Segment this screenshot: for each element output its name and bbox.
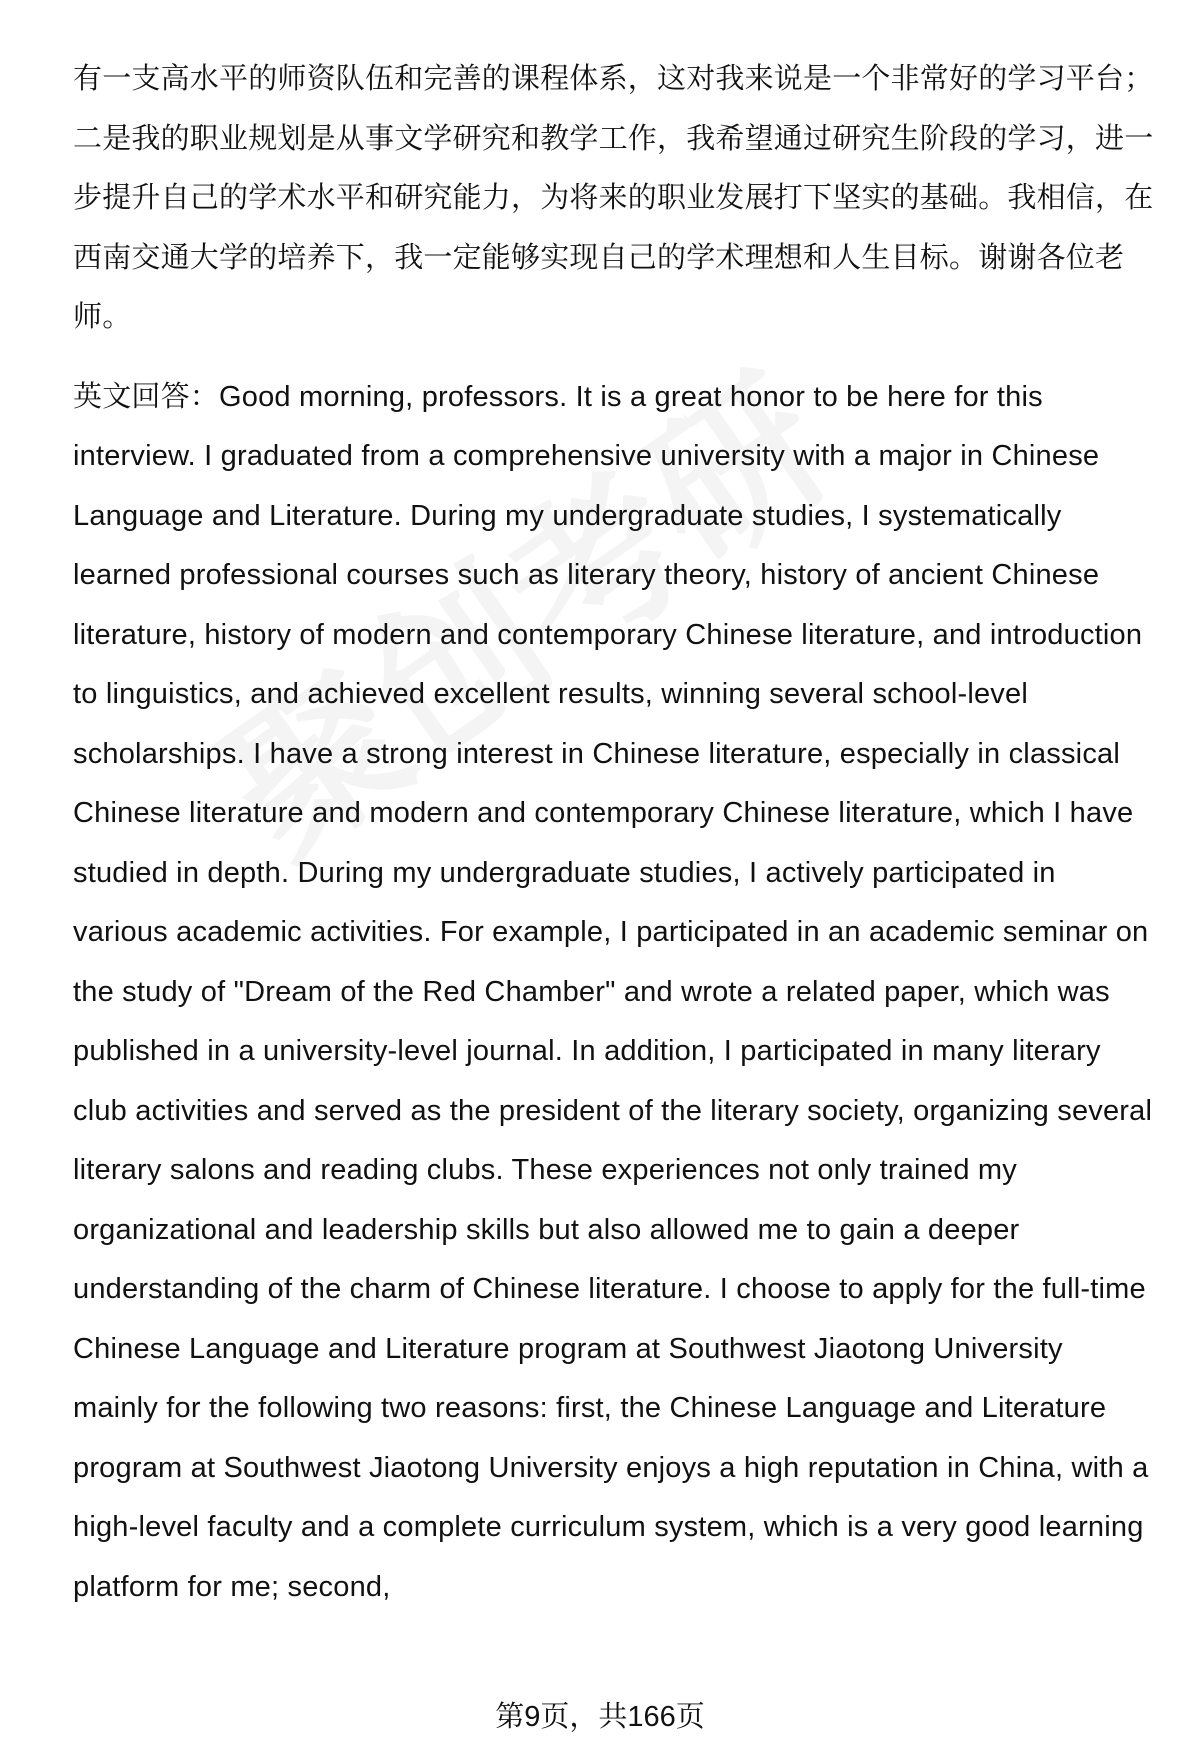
- english-answer-paragraph: [73, 368, 1155, 1618]
- chinese-answer-paragraph: 有一支高水平的师资队伍和完善的课程体系，这对我来说是一个非常好的学习平台；二是我的职业规划是从事文学研究和教学工作，我希望通过研究生阶段的学习，进一步提升自己的学术水平和研究能力，为将来的职业发展打下坚实的基础。我相信，在西南交通大学的培养下，我一定能够实现自己的学术理想和人生目标。谢谢各位老师。: [73, 63, 1154, 333]
- english-answer-text: Good morning, professors. It is a great honor to be here for this interview. I graduated from a comprehensive university with a major in Chinese Language and Literature. During my undergraduate studies, I systematically learned professional courses such as literary theory, history of ancient Chinese literature, history of modern and contemporary Chinese literature, and introduction to linguistics, and achieved excellent results, winning several school-level scholarships. I have a strong interest in Chinese literature, especially in classical Chinese literature and modern and contemporary Chinese literature, which I have studied in depth. During my undergraduate studies, I actively participated in various academic activities. For example, I participated in an academic seminar on the study of "Dream of the Red Chamber" and wrote a related paper, which was published in a university-level journal. In addition, I participated in many literary club activities and served as the president of the literary society, organizing several literary salons and reading clubs. These experiences not only trained my organizational and leadership skills but also allowed me to gain a deeper understanding of the charm of Chinese literature. I choose to apply for the full-time Chinese Language and Literature program at Southwest Jiaotong University mainly for the following two reasons: first, the Chinese Language and Literature program at Southwest Jiaotong University enjoys a high reputation in China, with a high-level faculty and a complete curriculum system, which is a very good learning platform for me; second,: [73, 380, 1153, 1603]
- page-number-footer: 第9页，共166页: [495, 1701, 705, 1733]
- english-answer-label: 英文回答：: [73, 380, 220, 413]
- page-content: [73, 50, 1155, 1617]
